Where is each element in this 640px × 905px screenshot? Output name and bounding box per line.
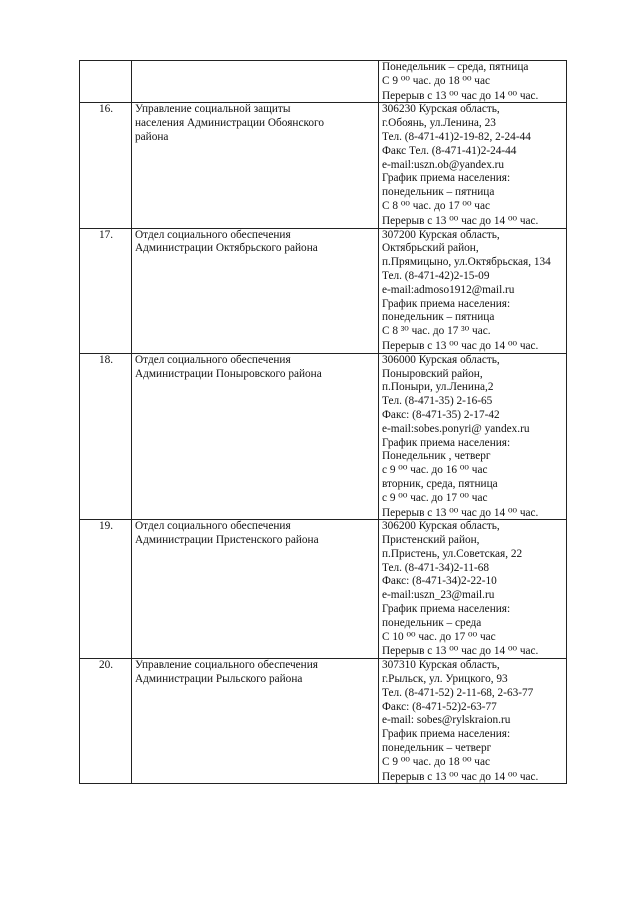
- contact-line: e-mail:uszn_23@mail.ru: [382, 589, 495, 602]
- contact-line: Поныровский район,: [382, 367, 483, 380]
- contact-line: г.Рыльск, ул. Урицкого, 93: [382, 673, 508, 686]
- organization-name-line: Управление социальной защиты: [135, 103, 291, 116]
- contacts-table-body: [80, 61, 567, 784]
- contact-line: График приема населения:: [382, 728, 511, 741]
- contact-line: График приема населения:: [382, 436, 511, 449]
- contacts-cell: [379, 228, 567, 353]
- table-row: [80, 520, 567, 659]
- contact-line: вторник, среда, пятница: [382, 477, 498, 490]
- row-number: 20.: [80, 659, 132, 784]
- table-row: [80, 103, 567, 228]
- row-number: 16.: [80, 103, 132, 228]
- organization-name-line: Администрации Рыльского района: [135, 673, 303, 686]
- contact-line: Факс: (8-471-35) 2-17-42: [382, 408, 500, 421]
- organization-name-line: Администрации Октябрьского района: [135, 242, 318, 255]
- contact-line: с 9 ⁰⁰ час. до 16 ⁰⁰ час: [382, 464, 488, 477]
- contact-line: Перерыв с 13 ⁰⁰ час до 14 ⁰⁰ час.: [382, 645, 539, 658]
- contact-line: График приема населения:: [382, 603, 511, 616]
- contact-line: e-mail:admoso1912@mail.ru: [382, 283, 515, 296]
- contact-line: Октябрьский район,: [382, 242, 479, 255]
- organization-name-line: района: [135, 130, 169, 143]
- contact-line: С 9 ⁰⁰ час. до 18 ⁰⁰ час: [382, 74, 491, 87]
- table-row: [80, 228, 567, 353]
- contact-line: с 9 ⁰⁰ час. до 17 ⁰⁰ час: [382, 491, 488, 504]
- contact-line: Факс: (8-471-34)2-22-10: [382, 575, 497, 588]
- contact-line: Понедельник , четверг: [382, 450, 491, 463]
- contact-line: понедельник – среда: [382, 616, 482, 629]
- contact-line: e-mail: sobes@rylskraion.ru: [382, 714, 511, 727]
- contact-line: понедельник – пятница: [382, 311, 495, 324]
- contact-line: Перерыв с 13 ⁰⁰ час до 14 ⁰⁰ час.: [382, 506, 539, 519]
- contact-line: 306200 Курская область,: [382, 520, 500, 533]
- organization-name-line: Администрации Поныровского района: [135, 367, 322, 380]
- contact-line: Факс Тел. (8-471-41)2-24-44: [382, 144, 517, 157]
- row-number: 17.: [80, 228, 132, 353]
- contact-line: График приема населения:: [382, 172, 511, 185]
- contacts-table: [79, 60, 567, 784]
- contact-line: Перерыв с 13 ⁰⁰ час до 14 ⁰⁰ час.: [382, 89, 539, 102]
- contact-line: Понедельник – среда, пятница: [382, 61, 529, 73]
- table-row: [80, 353, 567, 520]
- contact-line: Тел. (8-471-34)2-11-68: [382, 561, 490, 574]
- contact-line: Пристенский район,: [382, 534, 480, 547]
- contact-line: С 8 ⁰⁰ час. до 17 ⁰⁰ час: [382, 199, 491, 212]
- contact-line: понедельник – пятница: [382, 186, 495, 199]
- row-number: 19.: [80, 520, 132, 659]
- organization-name-line: Отдел социального обеспечения: [135, 228, 291, 241]
- contact-line: Тел. (8-471-41)2-19-82, 2-24-44: [382, 130, 531, 143]
- contact-line: п.Прямицыно, ул.Октябрьская, 134: [382, 256, 551, 269]
- row-number: [80, 61, 132, 103]
- contact-line: Перерыв с 13 ⁰⁰ час до 14 ⁰⁰ час.: [382, 770, 539, 783]
- contact-line: п.Поныри, ул.Ленина,2: [382, 381, 494, 394]
- row-number: 18.: [80, 353, 132, 520]
- contact-line: Факс: (8-471-52)2-63-77: [382, 700, 497, 713]
- organization-cell: [132, 520, 379, 659]
- contact-line: Тел. (8-471-52) 2-11-68, 2-63-77: [382, 686, 534, 699]
- contacts-cell: [379, 61, 567, 103]
- organization-name-line: Отдел социального обеспечения: [135, 353, 291, 366]
- organization-name-line: Управление социального обеспечения: [135, 659, 318, 672]
- contacts-cell: [379, 659, 567, 784]
- contacts-cell: [379, 103, 567, 228]
- table-row: [80, 659, 567, 784]
- organization-cell: [132, 228, 379, 353]
- organization-cell: [132, 61, 379, 103]
- table-row: [80, 61, 567, 103]
- organization-name-line: населения Администрации Обоянского: [135, 117, 325, 130]
- contact-line: 307200 Курская область,: [382, 228, 500, 241]
- contact-line: График приема населения:: [382, 297, 511, 310]
- contacts-cell: [379, 353, 567, 520]
- contact-line: 307310 Курская область,: [382, 659, 500, 672]
- organization-name-line: Отдел социального обеспечения: [135, 520, 291, 533]
- contact-line: 306000 Курская область,: [382, 353, 500, 366]
- contact-line: понедельник – четверг: [382, 742, 492, 755]
- contact-line: п.Пристень, ул.Советская, 22: [382, 547, 523, 560]
- organization-cell: [132, 659, 379, 784]
- organization-cell: [132, 103, 379, 228]
- contact-line: Тел. (8-471-35) 2-16-65: [382, 395, 493, 408]
- contact-line: e-mail:sobes.ponyri@ yandex.ru: [382, 422, 530, 435]
- contact-line: С 9 ⁰⁰ час. до 18 ⁰⁰ час: [382, 755, 491, 768]
- organization-name-line: Администрации Пристенского района: [135, 534, 319, 547]
- contact-line: С 8 ³⁰ час. до 17 ³⁰ час.: [382, 325, 491, 338]
- contact-line: С 10 ⁰⁰ час. до 17 ⁰⁰ час: [382, 630, 496, 643]
- contact-line: Перерыв с 13 ⁰⁰ час до 14 ⁰⁰ час.: [382, 214, 539, 227]
- contact-line: Перерыв с 13 ⁰⁰ час до 14 ⁰⁰ час.: [382, 339, 539, 352]
- contact-line: e-mail:uszn.ob@yandex.ru: [382, 158, 505, 171]
- contact-line: Тел. (8-471-42)2-15-09: [382, 269, 490, 282]
- contacts-cell: [379, 520, 567, 659]
- contact-line: 306230 Курская область,: [382, 103, 500, 116]
- organization-cell: [132, 353, 379, 520]
- contact-line: г.Обоянь, ул.Ленина, 23: [382, 117, 496, 130]
